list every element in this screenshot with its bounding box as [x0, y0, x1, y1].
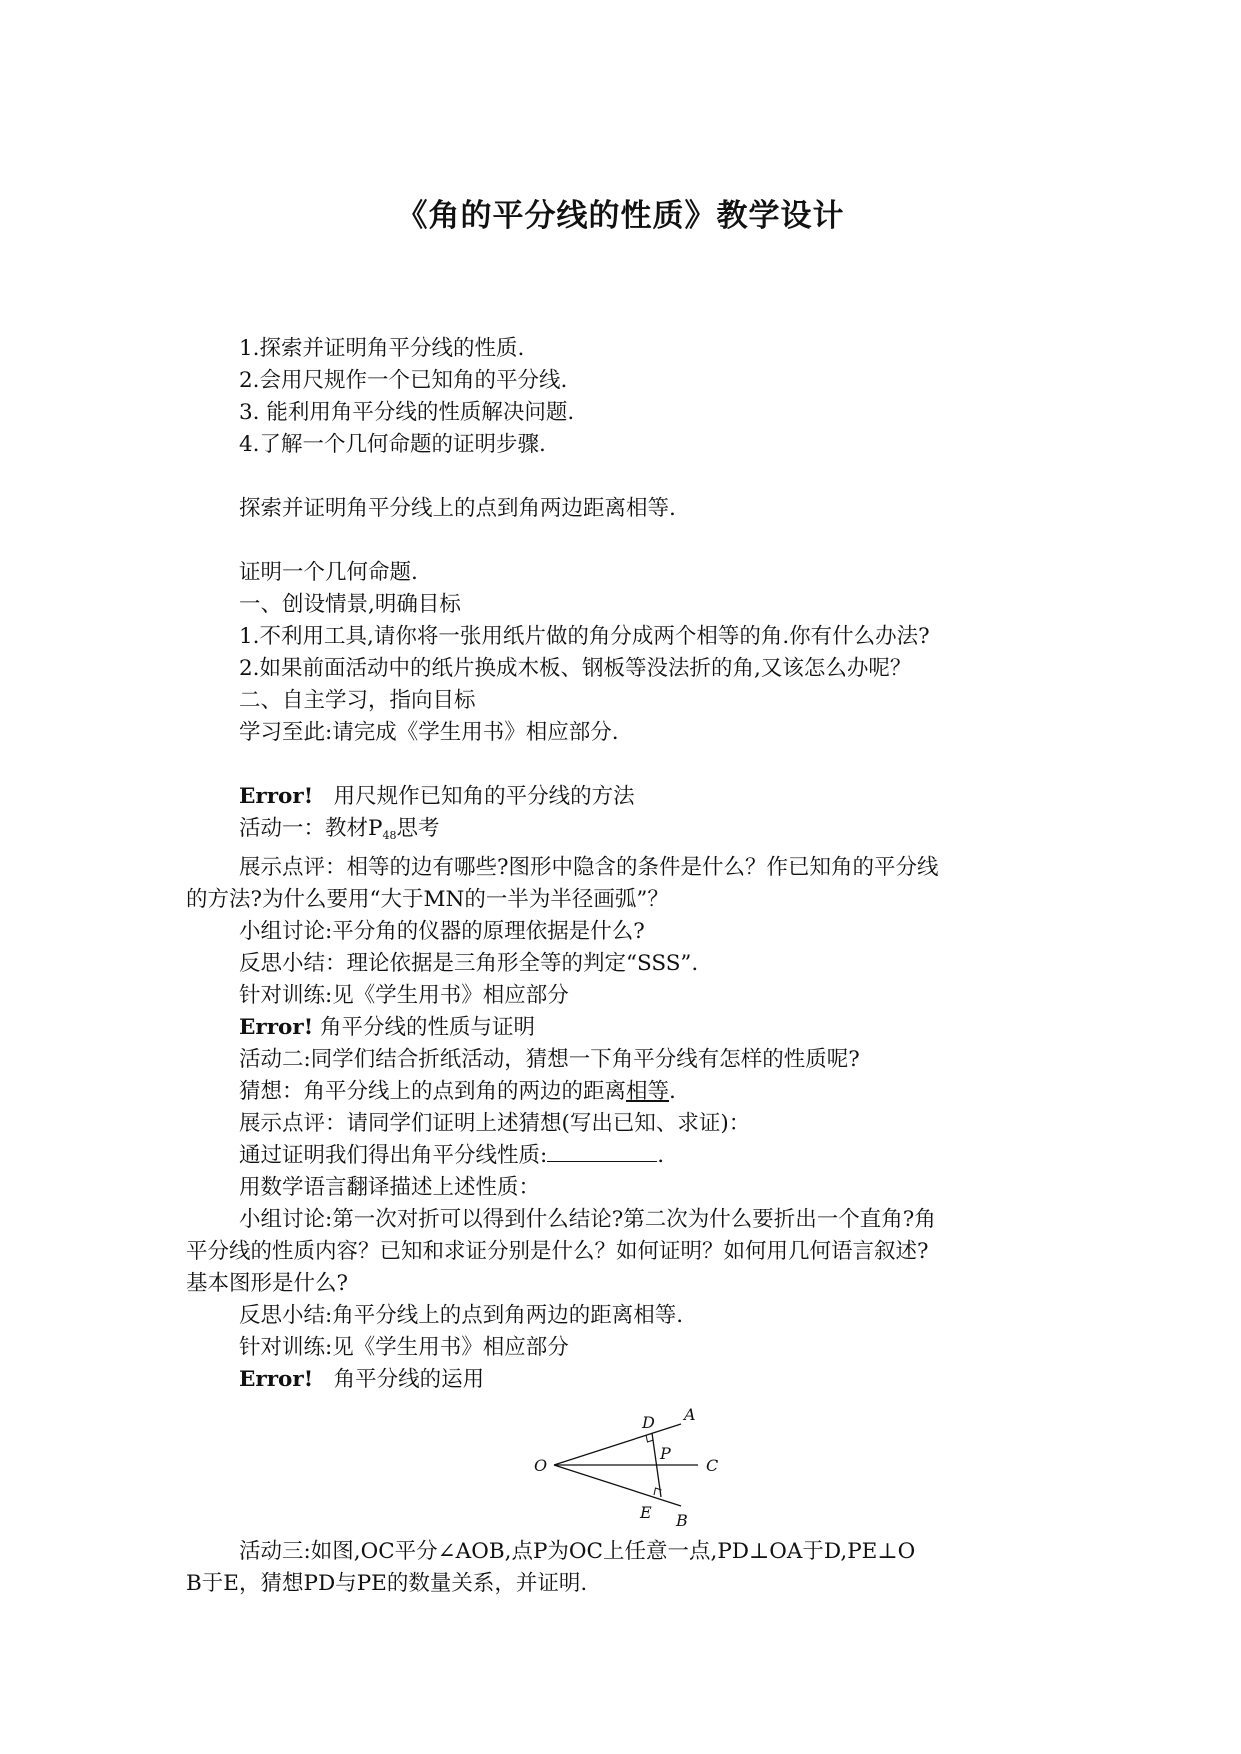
error-label: Error! [239, 1015, 314, 1040]
activity-1-review [186, 852, 1061, 884]
label-c: C [706, 1456, 719, 1475]
section-1-question-2: 2.如果前面活动中的纸片换成木板、钢板等没法折的角,又该怎么办呢？ [239, 656, 912, 681]
fill-in-blank [547, 1141, 657, 1162]
error-label: Error! [239, 784, 314, 809]
activity-1-discuss: 小组讨论:平分角的仪器的原理依据是什么? [239, 919, 645, 944]
objective-2: 2.会用尺规作一个已知角的平分线. [239, 368, 568, 393]
guess-prefix: 猜想：角平分线上的点到角的两边的距离 [239, 1079, 627, 1104]
activity-3-cont: B于E，猜想PD与PE的数量关系，并证明. [186, 1571, 588, 1596]
error-label: Error! [239, 1367, 314, 1392]
prove-prefix: 通过证明我们得出角平分线性质: [239, 1143, 548, 1168]
activity-1-review-a: 展示点评：相等的边有哪些?图形中隐含的条件是什么？作已知角的平分线 [239, 855, 939, 880]
section-2-heading: 二、自主学习，指向目标 [239, 688, 476, 713]
difficulty: 证明一个几何命题. [239, 560, 418, 585]
part-3-heading [186, 1364, 1061, 1396]
document-body [186, 333, 1061, 1600]
part-2-title: 角平分线的性质与证明 [320, 1015, 536, 1040]
activity-1-prefix: 活动一：教材P [239, 816, 383, 841]
part-2-heading [186, 1012, 1061, 1044]
objective-3: 3. 能利用角平分线的性质解决问题. [239, 400, 575, 425]
section-2-text: 学习至此:请完成《学生用书》相应部分. [239, 720, 619, 745]
activity-1-suffix: 思考 [396, 816, 440, 841]
activity-1-page: 48 [382, 829, 397, 842]
activity-1 [186, 813, 1061, 852]
activity-2-review: 展示点评：请同学们证明上述猜想(写出已知、求证)： [239, 1111, 751, 1136]
part-1-heading [186, 781, 1061, 813]
objective-1: 1.探索并证明角平分线的性质. [239, 336, 525, 361]
label-e: E [640, 1503, 652, 1522]
activity-1-training: 针对训练:见《学生用书》相应部分 [239, 983, 569, 1008]
key-point: 探索并证明角平分线上的点到角两边距离相等. [239, 496, 676, 521]
ray-ob [554, 1465, 681, 1506]
section-1-heading: 一、创设情景,明确目标 [239, 592, 461, 617]
document-title: 《角的平分线的性质》教学设计 [396, 198, 845, 234]
guess-suffix: . [669, 1079, 676, 1104]
angle-bisector-figure [526, 1402, 766, 1532]
activity-2-guess [186, 1076, 1061, 1108]
activity-2-prove [186, 1140, 1061, 1172]
part-1-title: 用尺规作已知角的平分线的方法 [333, 784, 635, 809]
activity-2-discuss-cont: 平分线的性质内容？已知和求证分别是什么？如何证明？如何用几何语言叙述? [186, 1239, 929, 1264]
activity-2-math-language: 用数学语言翻译描述上述性质： [239, 1175, 541, 1200]
activity-3: 活动三:如图,OC平分∠AOB,点P为OC上任意一点,PD⊥OA于D,PE⊥O [239, 1539, 916, 1564]
label-d: D [642, 1413, 655, 1432]
guess-underlined: 相等 [626, 1079, 670, 1104]
label-a: A [684, 1405, 696, 1424]
activity-2: 活动二:同学们结合折纸活动，猜想一下角平分线有怎样的性质呢? [239, 1047, 860, 1072]
activity-2-training: 针对训练:见《学生用书》相应部分 [239, 1335, 569, 1360]
activity-2-discuss-cont-2: 基本图形是什么? [186, 1271, 349, 1296]
section-1-question-1: 1.不利用工具,请你将一张用纸片做的角分成两个相等的角.你有什么办法? [239, 624, 930, 649]
prove-suffix: . [657, 1143, 665, 1168]
activity-2-discuss: 小组讨论:第一次对折可以得到什么结论?第二次为什么要折出一个直角?角 [239, 1207, 936, 1232]
label-p: P [660, 1444, 671, 1463]
part-3-title: 角平分线的运用 [333, 1367, 485, 1392]
activity-1-review-cont: 的方法?为什么要用“大于MN的一半为半径画弧”？ [186, 887, 669, 912]
objective-4: 4.了解一个几何命题的证明步骤. [239, 432, 546, 457]
label-b: B [676, 1511, 688, 1530]
activity-2-summary: 反思小结:角平分线上的点到角两边的距离相等. [239, 1303, 684, 1328]
activity-1-summary: 反思小结：理论依据是三角形全等的判定“SSS”. [239, 951, 699, 976]
label-o: O [534, 1456, 548, 1475]
